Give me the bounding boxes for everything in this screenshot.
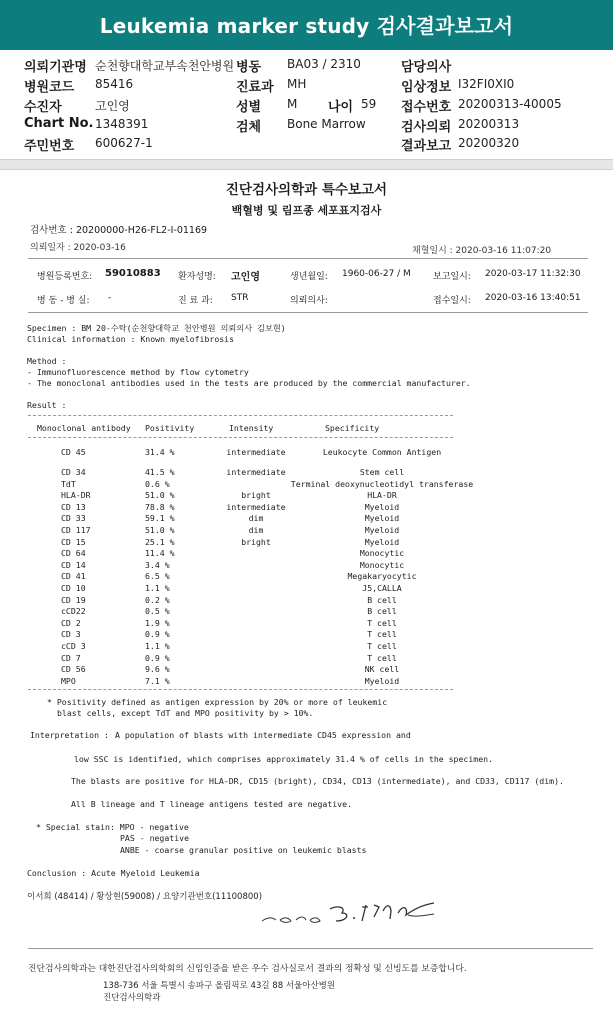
marker-specificity: T cell [367,652,397,663]
marker-positivity: 78.8 % [145,501,175,512]
marker-positivity: 31.4 % [145,447,175,457]
report-time-value: 2020-03-17 11:32:30 [485,269,581,279]
reg-no-label: 병원등록번호: [37,272,93,282]
resident-label: 주민번호 [24,139,75,154]
marker-positivity: 1.1 % [145,583,170,593]
marker-specificity: B cell [367,606,397,617]
marker-name: CD 14 [61,559,86,570]
clinical-value: I32FI0XI0 [458,77,515,91]
reg-no-value: 59010883 [105,268,161,279]
marker-positivity: 7.1 % [145,675,170,686]
marker-name: TdT [61,478,76,489]
collect-date: 채혈일시 : 2020-03-16 11:07:20 [412,246,552,256]
marker-positivity: 59.1 % [145,513,175,524]
marker-name: CD 45 [61,447,86,457]
marker-positivity: 0.9 % [145,652,170,663]
header-rule-bottom [28,312,588,313]
chart-value: 1348391 [95,117,149,131]
special-stain-line-1: * Special stain: MPO - negative [36,822,189,832]
marker-intensity: bright [241,536,271,547]
marker-specificity: Myeloid [364,536,400,547]
method-line-2: - The monoclonal antibodies used in the tests are produced by the commercial manufacturer. [27,378,471,388]
marker-specificity: T cell [367,641,397,651]
signers-line: 이서희 (48414) / 황상현(59008) / 요양기관번호(11100800) [27,892,263,902]
marker-intensity: dim [248,513,264,524]
marker-specificity: Leukocyte Common Antigen [322,447,442,457]
report-label: 결과보고 [401,139,452,154]
footnote-line-1: * Positivity defined as antigen expression by 20% or more of leukemic [47,697,388,707]
interpretation-line-4: All B lineage and T lineage antigens tested are negative. [71,799,352,809]
doctor-label: 담당의사 [401,60,452,75]
marker-positivity: 1.9 % [145,617,170,628]
specimen-label: 검체 [236,120,262,135]
receipt-time-label: 접수일시: [433,296,471,306]
interpretation-label: Interpretation : [30,730,109,740]
marker-name: CD 13 [61,501,86,512]
age-value: 59 [361,97,377,111]
marker-name: CD 10 [61,583,86,593]
ward-value: BA03 / 2310 [287,57,361,71]
conclusion-line: Conclusion : Acute Myeloid Leukemia [27,868,200,878]
method-title: Method : [27,356,67,366]
footer-dept: 진단검사의학과 [103,993,161,1003]
marker-name: CD 56 [61,664,86,675]
table-rule-header [28,437,453,438]
request-value: 20200313 [458,117,520,131]
marker-name: MPO [61,675,76,686]
marker-name: CD 19 [61,594,86,605]
age-label: 나이 [328,100,354,115]
result-title: Result : [27,400,67,410]
report-banner-title: Leukemia marker study 검사결과보고서 [0,0,613,50]
dob-value: 1960-06-27 / M [342,269,411,279]
dept-value: MH [287,77,307,91]
marker-positivity: 51.0 % [145,525,175,535]
marker-specificity: Myeloid [364,675,400,686]
marker-intensity: bright [241,490,271,501]
marker-specificity: Myeloid [364,525,400,535]
patient-info-panel [0,50,613,158]
marker-name: CD 41 [61,571,86,582]
resident-value: 600627-1 [95,136,153,150]
col-specificity: Specificity [325,423,380,433]
method-line-1: - Immunofluorescence method by flow cytometry [27,367,249,377]
col-intensity: Intensity [229,423,274,433]
hospital-label: 의뢰기관명 [24,60,87,75]
report-dept-label: 진 료 과: [178,296,213,306]
receipt-time-value: 2020-03-16 13:40:51 [485,293,581,303]
marker-positivity: 0.6 % [145,478,170,489]
marker-name: CD 33 [61,513,86,524]
marker-specificity: Terminal deoxynucleotidyl transferase [290,478,474,489]
marker-specificity: Megakaryocytic [347,571,417,582]
marker-name: cCD 3 [61,641,86,651]
marker-name: HLA-DR [61,490,91,501]
collector-label: 수진자 [24,100,62,115]
marker-intensity: intermediate [226,467,286,477]
marker-specificity: Stem cell [359,467,405,477]
interpretation-line-3: The blasts are positive for HLA-DR, CD15 (bright), CD34, CD13 (intermediate), and CD33, CD117 (dim). [71,776,564,786]
receipt-label: 접수번호 [401,100,452,115]
marker-positivity: 0.9 % [145,629,170,640]
interpretation-line-2: low SSC is identified, which comprises approximately 31.4 % of cells in the specimen. [74,754,493,764]
footer-rule [28,948,593,949]
request-date: 의뢰일자 : 2020-03-16 [30,243,126,253]
marker-positivity: 11.4 % [145,548,175,559]
marker-specificity: T cell [367,629,397,640]
marker-positivity: 3.4 % [145,559,170,570]
address-line: 138-736 서울 특별시 송파구 올림픽로 43길 88 서울아산병원 [103,981,336,991]
header-rule-top [28,258,588,259]
report-subtitle: 백혈병 및 림프종 세포표지검사 [231,204,382,217]
marker-name: CD 3 [61,629,81,640]
marker-positivity: 25.1 % [145,536,175,547]
ward-room-label: 병 동 - 병 실: [37,296,90,306]
marker-positivity: 1.1 % [145,641,170,651]
clinical-info-line: Clinical information : Known myelofibrosis [27,334,235,344]
marker-specificity: HLA-DR [367,490,397,501]
certification-text: 진단검사의학과는 대한진단검사의학회의 신임인증을 받은 우수 검사실로서 결과의 정확성 및 신빙도를 보증합니다. [28,964,467,974]
code-label: 병원코드 [24,80,75,95]
marker-name: cCD22 [61,606,86,617]
marker-intensity: dim [248,525,264,535]
report-dept-value: STR [231,293,249,303]
marker-name: CD 7 [61,652,81,663]
table-rule-bottom [28,689,453,690]
col-positivity: Positivity [145,423,195,433]
physician-label: 의뢰의사: [290,296,328,306]
sex-value: M [287,97,298,111]
marker-intensity: intermediate [226,447,286,457]
marker-specificity: Monocytic [359,559,405,570]
marker-specificity: J5,CALLA [362,583,402,593]
marker-positivity: 9.6 % [145,664,170,675]
marker-positivity: 51.0 % [145,490,175,501]
receipt-value: 20200313-40005 [458,97,562,111]
table-rule-top [28,415,453,416]
marker-positivity: 41.5 % [145,467,175,477]
patient-name-label: 환자성명: [178,272,216,282]
clinical-label: 임상정보 [401,80,452,95]
marker-positivity: 0.2 % [145,594,170,605]
sex-label: 성별 [236,100,262,115]
special-stain-line-2: PAS - negative [120,833,190,843]
request-label: 검사의뢰 [401,120,452,135]
footnote-line-2: blast cells, except TdT and MPO positivity by > 10%. [57,708,314,718]
code-value: 85416 [95,77,134,91]
special-stain-line-3: ANBE - coarse granular positive on leukemic blasts [120,845,367,855]
marker-specificity: B cell [367,594,397,605]
specimen-value: Bone Marrow [287,117,366,131]
marker-name: CD 2 [61,617,81,628]
collector-value: 고인영 [95,99,130,113]
marker-positivity: 0.5 % [145,606,170,617]
dept-label: 진료과 [236,80,274,95]
ward-label: 병동 [236,60,262,75]
col-antibody: Monoclonal antibody [37,423,131,433]
marker-positivity: 6.5 % [145,571,170,582]
marker-specificity: T cell [367,617,397,628]
marker-name: CD 34 [61,467,86,477]
marker-specificity: Monocytic [359,548,405,559]
dob-label: 생년월일: [290,272,328,282]
patient-name-value: 고인영 [231,272,260,283]
report-title: 진단검사의학과 특수보고서 [225,182,388,198]
interpretation-line-1: A population of blasts with intermediate CD45 expression and [115,730,411,740]
report-value: 20200320 [458,136,520,150]
marker-name: CD 117 [61,525,91,535]
marker-specificity: Myeloid [364,501,400,512]
hospital-value: 순천향대학교부속천안병원 [95,59,235,73]
handwritten-signature [258,887,443,937]
marker-intensity: intermediate [226,501,286,512]
specimen-line: Specimen : BM 20-수탁(순천향대학교 천안병원 의뢰의사 김보현) [27,323,286,333]
marker-name: CD 64 [61,548,86,559]
special-report [0,171,613,1019]
marker-specificity: NK cell [364,664,400,675]
ward-room-value: - [108,293,112,303]
marker-specificity: Myeloid [364,513,400,524]
report-time-label: 보고일시: [433,272,471,282]
chart-label: Chart No. [24,116,94,131]
test-number: 검사번호 : 20200000-H26-FL2-I-01169 [30,225,208,236]
marker-name: CD 15 [61,536,86,547]
section-divider [0,159,613,170]
